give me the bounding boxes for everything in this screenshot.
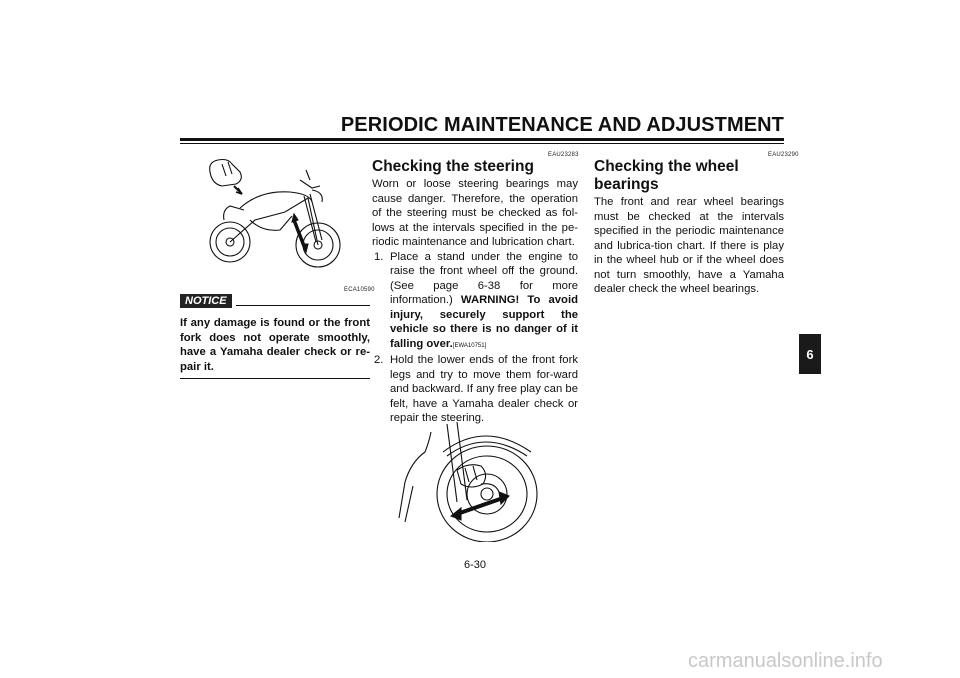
steering-intro: Worn or loose steering bearings may cause danger. Therefore, the operation of the steering must be checked as fol-lows at the intervals specified in the pe-riodic maintenance and lubrication chart.	[372, 178, 578, 248]
header-rule-thin	[180, 143, 784, 144]
steering-section	[372, 158, 578, 426]
step-1-number: 1.	[374, 250, 384, 263]
wheel-bearings-body: The front and rear wheel bearings must be checked at the intervals specified in the periodic maintenance and lubrica-tion chart. If there is play in the wheel hub or if the wheel does not turn smoothly, have a Yamaha dealer check the wheel bearings.	[594, 196, 784, 295]
wheel-bearings-section	[594, 158, 784, 297]
chapter-tab: 6	[799, 334, 821, 374]
step-1-text: Place a stand under the engine to raise the front wheel off the ground. (See page 6-38 for more information.)	[390, 250, 578, 306]
steering-step-1	[372, 250, 578, 354]
step-1-warning: WARNING! To avoid injury, securely support the vehicle so there is no danger of it falling over.	[390, 294, 578, 350]
front-wheel-steering-check-illustration	[395, 422, 545, 542]
wheel-bearings-section-code: EAU23290	[768, 152, 799, 158]
wheel-bearings-heading: Checking the wheel bearings	[594, 158, 739, 193]
notice-code: ECA10590	[344, 287, 375, 293]
notice-block	[180, 294, 370, 379]
watermark: carmanualsonline.info	[688, 650, 883, 672]
steering-step-2	[372, 353, 578, 426]
notice-rule-bottom	[180, 378, 370, 379]
motorcycle-fork-illustration	[200, 150, 350, 270]
page-header-title: PERIODIC MAINTENANCE AND ADJUSTMENT	[340, 114, 784, 136]
notice-badge: NOTICE	[180, 294, 232, 308]
steering-steps	[372, 250, 578, 426]
step-2-text: Hold the lower ends of the front fork legs and try to move them for-ward and backward. If any free play can be felt, have a Yamaha dealer check or repair the steering.	[390, 354, 578, 424]
notice-rule-top	[236, 305, 370, 306]
steering-heading: Checking the steering	[372, 158, 534, 175]
notice-text: If any damage is found or the front fork does not operate smoothly, have a Yamaha dealer check or re-pair it.	[180, 317, 370, 373]
steering-section-code: EAU23283	[548, 152, 579, 158]
page-number: 6-30	[464, 559, 487, 571]
header-rule	[180, 138, 784, 141]
step-2-number: 2.	[374, 354, 384, 366]
step-1-warning-code: [EWA10751]	[452, 342, 487, 349]
